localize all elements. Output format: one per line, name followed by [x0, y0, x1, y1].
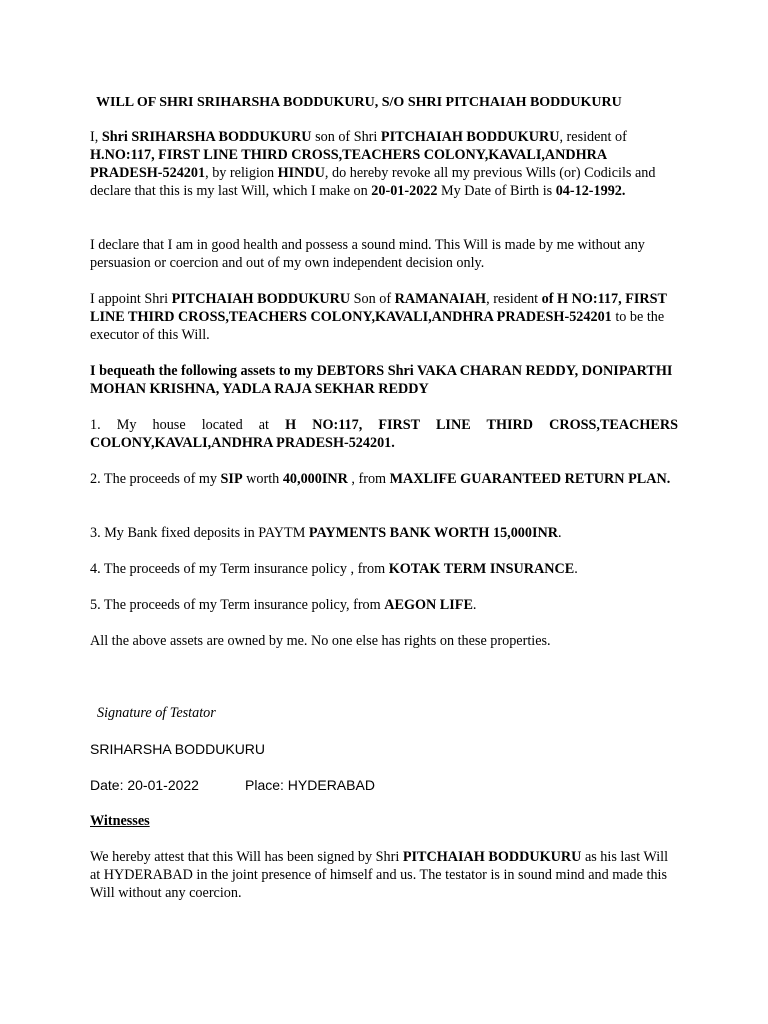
text-run: PITCHAIAH BODDUKURU: [171, 291, 351, 307]
text-run: I,: [90, 129, 102, 145]
text-run: HINDU: [277, 165, 325, 181]
asset-item-4: [90, 560, 678, 578]
text-run: KOTAK TERM INSURANCE: [388, 561, 575, 577]
text-run: , by religion: [205, 165, 278, 181]
date-place-row: [90, 776, 678, 794]
text-run: 5. The proceeds of my Term insurance policy, from: [90, 597, 385, 613]
bequeath-heading: I bequeath the following assets to my DEBTORS Shri VAKA CHARAN REDDY, DONIPARTHI MOHAN KRISHNA, YADLA RAJA SEKHAR REDDY: [90, 363, 673, 397]
witnesses-heading: Witnesses: [90, 813, 150, 829]
text-run: SIP: [220, 471, 243, 487]
date-text: Date: 20-01-2022: [90, 777, 199, 793]
ownership-statement: All the above assets are owned by me. No one else has rights on these properties.: [90, 633, 551, 649]
declaration-paragraph: [90, 128, 678, 200]
text-run: 2. The proceeds of my: [90, 471, 221, 487]
text-run: 20-01-2022: [371, 183, 438, 199]
text-run: , from: [347, 471, 390, 487]
text-run: , do hereby revoke all my previous Wills (or) Codicils and declare that this is my last Will, which I make on: [90, 165, 656, 199]
text-run: 04-12-1992.: [555, 183, 626, 199]
text-run: son of Shri: [311, 129, 381, 145]
asset-item-2: [90, 470, 678, 488]
text-run: RAMANAIAH: [394, 291, 487, 307]
text-run: 4. The proceeds of my Term insurance policy , from: [90, 561, 389, 577]
sound-mind-paragraph: I declare that I am in good health and possess a sound mind. This Will is made by me without any persuasion or coercion and out of my own independent decision only.: [90, 237, 645, 271]
text-run: worth: [242, 471, 283, 487]
text-run: AEGON LIFE: [384, 597, 473, 613]
document-title: WILL OF SHRI SRIHARSHA BODDUKURU, S/O SHRI PITCHAIAH BODDUKURU: [96, 95, 622, 110]
text-run: My Date of Birth is: [437, 183, 556, 199]
text-run: We hereby attest that this Will has been signed by Shri: [90, 849, 403, 865]
text-run: as his last Will at HYDERABAD in the joint presence of himself and us. The testator is in sound mind and made this Will without any coercion.: [90, 849, 669, 901]
asset-item-5: [90, 596, 678, 614]
text-run: .: [472, 597, 477, 613]
text-run: 1. My house located at: [90, 417, 286, 433]
text-run: Son of: [350, 291, 395, 307]
text-run: .: [558, 525, 562, 541]
text-run: of H NO:117, FIRST LINE THIRD CROSS,TEACHERS COLONY,KAVALI,ANDHRA PRADESH-524201: [90, 291, 667, 325]
text-run: I appoint Shri: [90, 291, 172, 307]
text-run: H NO:117, FIRST LINE THIRD CROSS,TEACHERS COLONY,KAVALI,ANDHRA PRADESH-524201.: [90, 417, 678, 451]
text-run: MAXLIFE GUARANTEED RETURN PLAN.: [389, 471, 671, 487]
asset-item-1: [90, 416, 678, 452]
text-run: .: [574, 561, 578, 577]
executor-paragraph: [90, 290, 678, 344]
text-run: to be the executor of this Will.: [90, 309, 665, 343]
place-text: Place: HYDERABAD: [245, 777, 375, 793]
text-run: PAYMENTS BANK WORTH 15,000INR: [308, 525, 558, 541]
testator-name: SRIHARSHA BODDUKURU: [90, 741, 266, 757]
text-run: 40,000INR: [282, 471, 348, 487]
text-run: Shri SRIHARSHA BODDUKURU: [101, 129, 312, 145]
text-run: PITCHAIAH BODDUKURU: [402, 849, 582, 865]
text-run: , resident: [486, 291, 542, 307]
text-run: H.NO:117, FIRST LINE THIRD CROSS,TEACHERS COLONY,KAVALI,ANDHRA PRADESH-524201: [90, 147, 607, 181]
asset-item-3: [90, 524, 678, 542]
text-run: PITCHAIAH BODDUKURU: [380, 129, 560, 145]
text-run: , resident of: [559, 129, 627, 145]
signature-label: Signature of Testator: [97, 705, 216, 721]
witness-attestation-paragraph: [90, 848, 678, 902]
text-run: 3. My Bank fixed deposits in PAYTM: [90, 525, 309, 541]
